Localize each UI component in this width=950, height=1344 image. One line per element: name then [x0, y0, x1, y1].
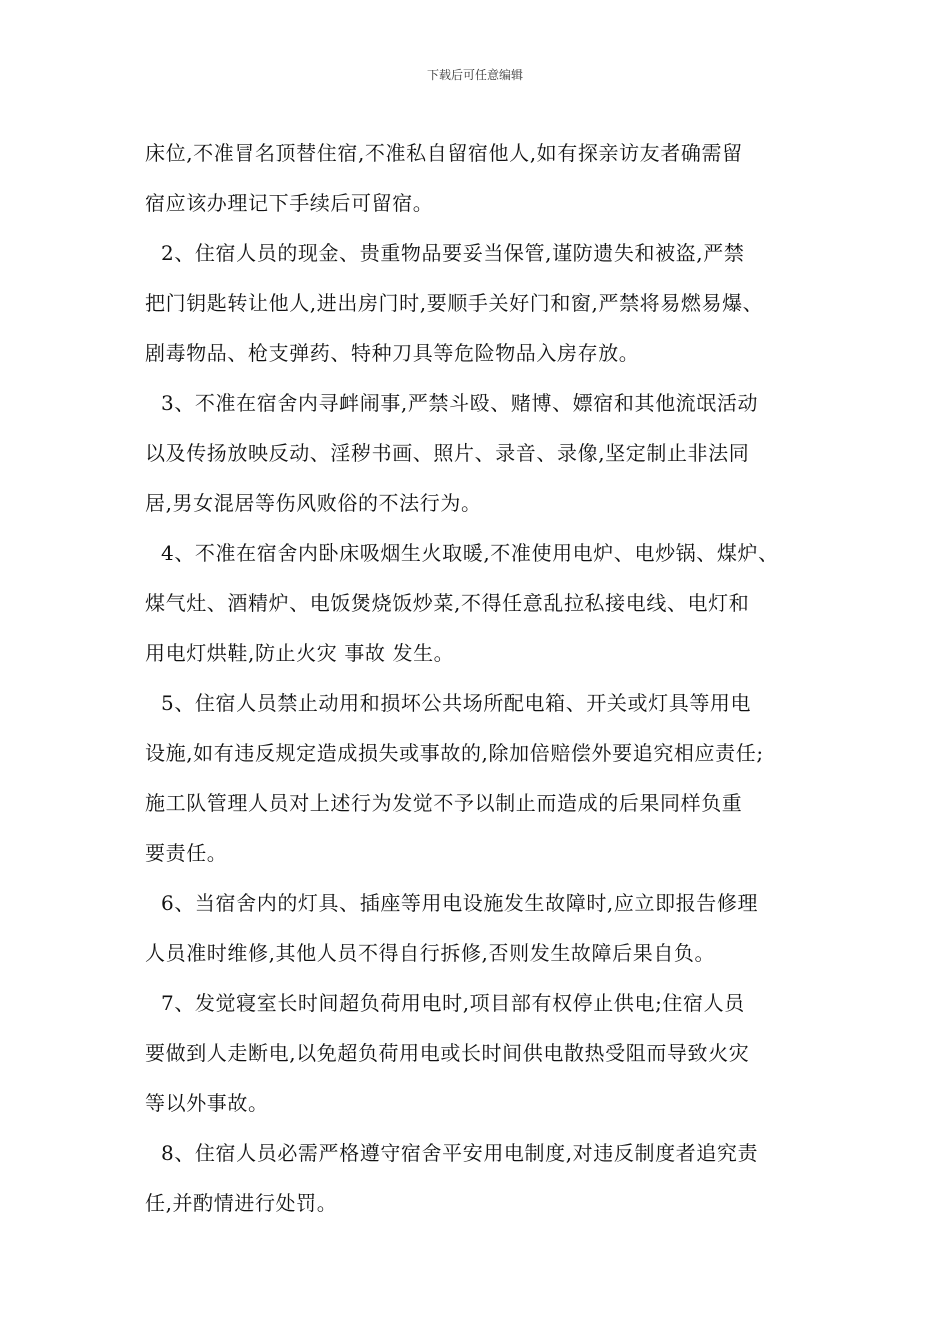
text-line: 7、发觉寝室长时间超负荷用电时,项目部有权停止供电;住宿人员 — [161, 991, 745, 1015]
page-header: 下载后可任意编辑 — [426, 68, 523, 82]
text-line: 把门钥匙转让他人,进出房门时,要顺手关好门和窗,严禁将易燃易爆、 — [145, 291, 764, 315]
text-line: 设施,如有违反规定造成损失或事故的,除加倍赔偿外要追究相应责任; — [145, 741, 764, 765]
text-line: 施工队管理人员对上述行为发觉不予以制止而造成的后果同样负重 — [145, 791, 743, 815]
text-line: 床位,不准冒名顶替住宿,不准私自留宿他人,如有探亲访友者确需留 — [145, 141, 743, 165]
text-line: 要责任。 — [145, 841, 228, 865]
paragraph-rule-3 — [145, 378, 813, 528]
text-line: 居,男女混居等伤风败俗的不法行为。 — [145, 491, 482, 515]
paragraph-rule-7 — [145, 978, 813, 1128]
paragraph-rule-8 — [145, 1128, 813, 1228]
text-line: 要做到人走断电,以免超负荷用电或长时间供电散热受阻而导致火灾 — [145, 1041, 750, 1065]
text-line: 用电灯烘鞋,防止火灾 事故 发生。 — [145, 641, 455, 665]
paragraph-rule-6 — [145, 878, 813, 978]
paragraph-continuation — [145, 128, 813, 228]
text-line: 人员准时维修,其他人员不得自行拆修,否则发生故障后果自负。 — [145, 941, 716, 965]
text-line: 剧毒物品、枪支弹药、特种刀具等危险物品入房存放。 — [145, 341, 640, 365]
text-line: 2、住宿人员的现金、贵重物品要妥当保管,谨防遗失和被盗,严禁 — [161, 241, 745, 265]
text-line: 5、住宿人员禁止动用和损坏公共场所配电箱、开关或灯具等用电 — [161, 691, 752, 715]
paragraph-rule-4 — [145, 528, 813, 678]
text-line: 以及传扬放映反动、淫秽书画、照片、录音、录像,坚定制止非法同 — [145, 441, 750, 465]
text-line: 8、住宿人员必需严格遵守宿舍平安用电制度,对违反制度者追究责 — [161, 1141, 759, 1165]
document-body — [145, 128, 813, 1228]
text-line: 煤气灶、酒精炉、电饭煲烧饭炒菜,不得任意乱拉私接电线、电灯和 — [145, 591, 750, 615]
paragraph-rule-5 — [145, 678, 813, 878]
text-line: 4、不准在宿舍内卧床吸烟生火取暖,不准使用电炉、电炒锅、煤炉、 — [161, 541, 779, 565]
text-line: 等以外事故。 — [145, 1091, 269, 1115]
text-line: 6、当宿舍内的灯具、插座等用电设施发生故障时,应立即报告修理 — [161, 891, 759, 915]
text-line: 任,并酌情进行处罚。 — [145, 1191, 338, 1215]
text-line: 宿应该办理记下手续后可留宿。 — [145, 191, 434, 215]
paragraph-rule-2 — [145, 228, 813, 378]
text-line: 3、不准在宿舍内寻衅闹事,严禁斗殴、赌博、嫖宿和其他流氓活动 — [161, 391, 759, 415]
